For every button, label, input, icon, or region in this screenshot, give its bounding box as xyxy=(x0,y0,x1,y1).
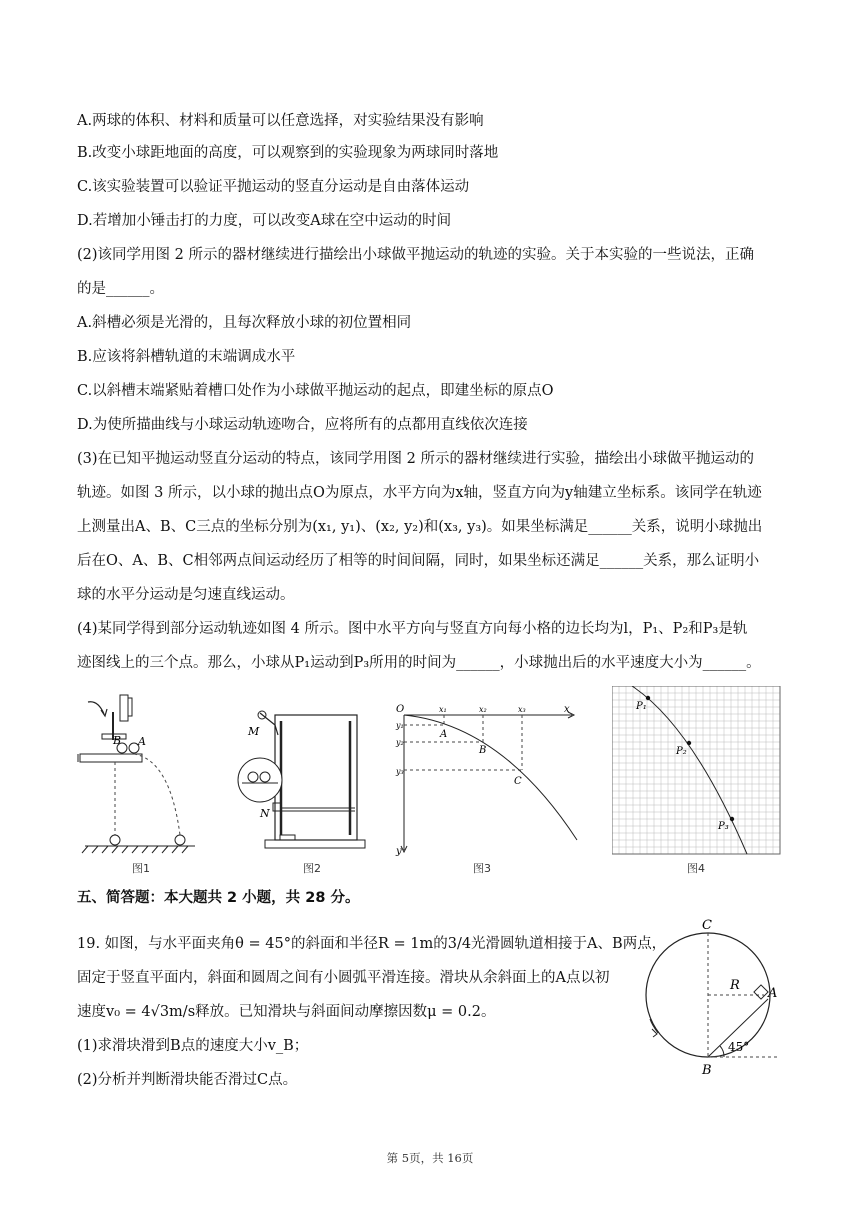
q2-stem-2: 的是______。 xyxy=(77,281,164,297)
q19-line-1: 19. 如图，与水平面夹角θ = 45°的斜面和半径R = 1m的3/4光滑圆轨道相接于A、B两点， xyxy=(77,936,667,952)
fig1-caption: 图1 xyxy=(132,862,150,875)
fig5-label-a: A xyxy=(768,986,778,1001)
fig4-label-p2: P₂ xyxy=(676,746,687,757)
figure-1 xyxy=(70,690,200,869)
q1-option-c: C.该实验装置可以验证平抛运动的竖直分运动是自由落体运动 xyxy=(77,179,470,195)
q19-line-2: 固定于竖直平面内，斜面和圆周之间有小圆弧平滑连接。滑块从余斜面上的A点以初 xyxy=(77,970,610,986)
figure-q19-circle xyxy=(640,915,810,1084)
fig3-label-b: B xyxy=(479,745,487,756)
fig3-label-c: C xyxy=(514,776,522,787)
fig2-caption: 图2 xyxy=(303,862,321,875)
fig5-label-r: R xyxy=(730,978,740,993)
figure-4 xyxy=(612,686,782,860)
fig3-label-x: x xyxy=(564,704,570,715)
q2-stem-1: (2)该同学用图 2 所示的器材继续进行描绘出小球做平抛运动的轨迹的实验。关于本实验的一些说法，正确 xyxy=(77,247,754,263)
q2-option-b: B.应该将斜槽轨道的末端调成水平 xyxy=(77,349,296,365)
q3-line-1: (3)在已知平抛运动竖直分运动的特点，该同学用图 2 所示的器材继续进行实验，描绘出小球做平抛运动的 xyxy=(77,451,754,467)
q4-line-2: 迹图线上的三个点。那么，小球从P₁运动到P₃所用的时间为______，小球抛出后的水平速度大小为______。 xyxy=(77,655,761,671)
figure-3 xyxy=(392,700,582,864)
fig3-label-y: y xyxy=(396,846,402,857)
fig4-label-p1: P₁ xyxy=(636,701,647,712)
fig3-label-a: A xyxy=(440,729,448,740)
q3-line-3: 上测量出A、B、C三点的坐标分别为(x₁, y₁)、(x₂, y₂)和(x₃, y₃)。如果坐标满足______关系，说明小球抛出 xyxy=(77,519,763,535)
page-footer: 第 5页，共 16页 xyxy=(386,1151,474,1165)
section-5-heading: 五、简答题：本大题共 2 小题，共 28 分。 xyxy=(77,890,360,906)
fig2-label-m: M xyxy=(248,725,260,738)
q19-line-3: 速度v₀ = 4√3m/s释放。已知滑块与斜面间动摩擦因数μ = 0.2。 xyxy=(77,1004,496,1020)
q2-option-d: D.为使所描曲线与小球运动轨迹吻合，应将所有的点都用直线依次连接 xyxy=(77,417,528,433)
fig5-label-b: B xyxy=(702,1063,712,1078)
fig1-label-a: A xyxy=(138,735,146,748)
q3-line-4: 后在O、A、B、C相邻两点间运动经历了相等的时间间隔，同时，如果坐标还满足______关系，那么证明小 xyxy=(77,553,760,569)
fig5-label-angle: 45° xyxy=(728,1040,750,1054)
q19-sub-2: (2)分析并判断滑块能否滑过C点。 xyxy=(77,1072,298,1088)
q19-sub-1: (1)求滑块滑到B点的速度大小v_B； xyxy=(77,1038,309,1054)
fig3-label-y3: y₃ xyxy=(396,767,404,776)
q3-line-5: 球的水平分运动是匀速直线运动。 xyxy=(77,587,295,603)
fig3-label-y1: y₁ xyxy=(396,721,404,730)
figure-2 xyxy=(220,705,370,864)
fig3-label-y2: y₂ xyxy=(396,738,404,747)
fig3-label-x3: x₃ xyxy=(518,705,526,714)
fig2-label-n: N xyxy=(260,807,270,820)
q4-line-1: (4)某同学得到部分运动轨迹如图 4 所示。图中水平方向与竖直方向每小格的边长均为l，P₁、P₂和P₃是轨 xyxy=(77,621,748,637)
q1-option-d: D.若增加小锤击打的力度，可以改变A球在空中运动的时间 xyxy=(77,213,452,229)
q2-option-c: C.以斜槽末端紧贴着槽口处作为小球做平抛运动的起点，即建坐标的原点O xyxy=(77,383,554,399)
fig3-label-o: O xyxy=(396,704,405,715)
fig3-label-x1: x₁ xyxy=(439,705,447,714)
q2-option-a: A.斜槽必须是光滑的，且每次释放小球的初位置相同 xyxy=(77,315,412,331)
q1-option-b: B.改变小球距地面的高度，可以观察到的实验现象为两球同时落地 xyxy=(77,145,499,161)
q1-option-a: A.两球的体积、材料和质量可以任意选择，对实验结果没有影响 xyxy=(77,113,484,129)
fig1-label-b: B xyxy=(113,734,122,747)
fig4-label-p3: P₃ xyxy=(718,821,729,832)
fig5-label-c: C xyxy=(702,918,712,933)
fig3-caption: 图3 xyxy=(473,862,491,875)
fig4-caption: 图4 xyxy=(687,862,705,875)
fig3-label-x2: x₂ xyxy=(479,705,487,714)
q3-line-2: 轨迹。如图 3 所示，以小球的抛出点O为原点，水平方向为x轴，竖直方向为y轴建立坐标系。该同学在轨迹 xyxy=(77,485,762,501)
